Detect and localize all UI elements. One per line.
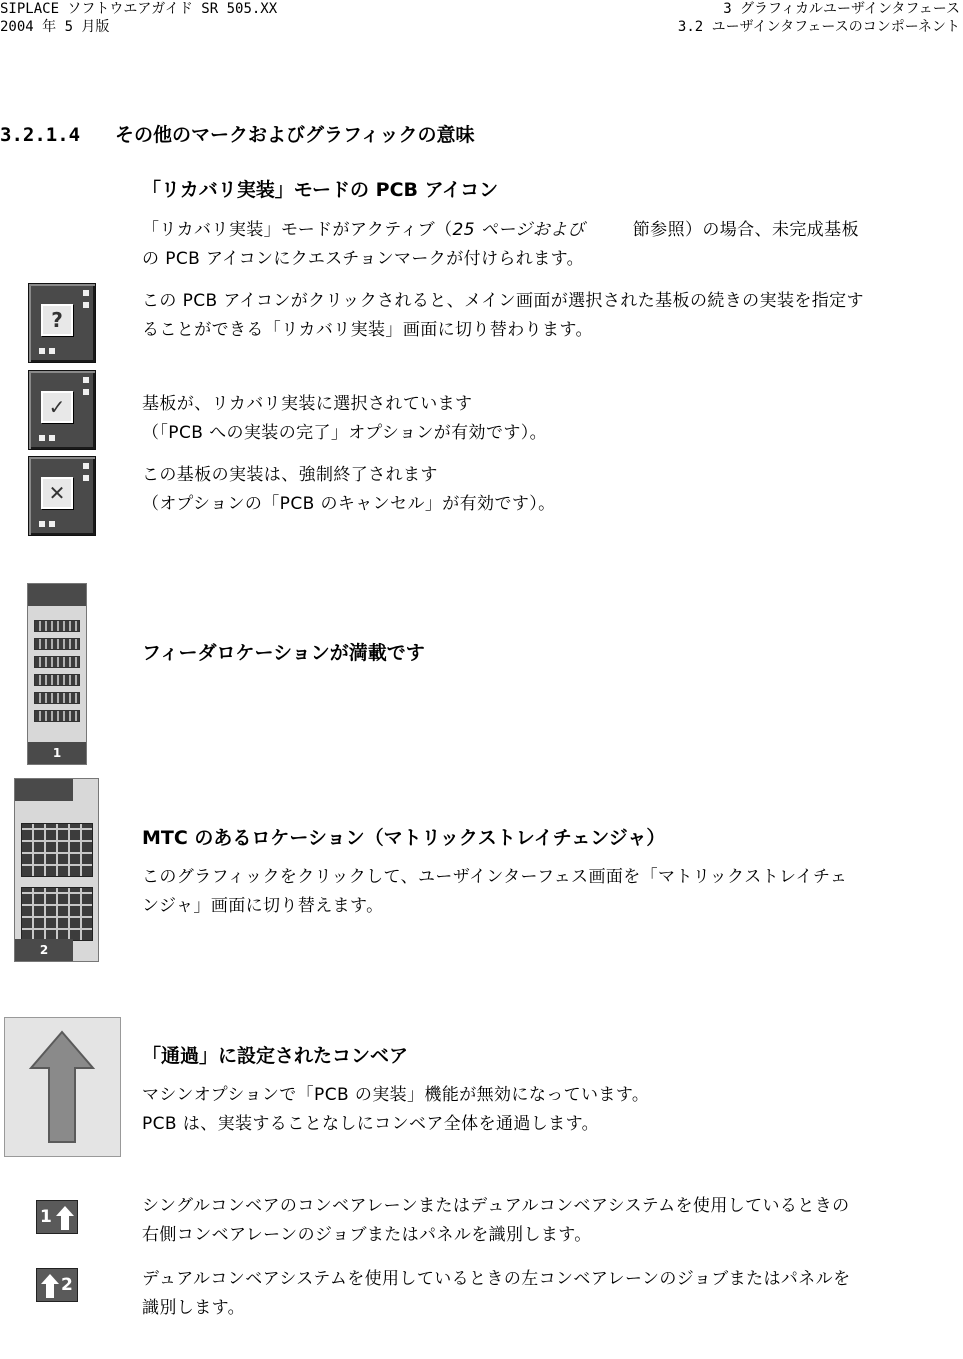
- feeder-full-heading: フィーダロケーションが満載です: [142, 642, 425, 664]
- cancel-icon-description: この基板の実装は、強制終了されます （オプションの「PCB のキャンセル」が有効です）。: [142, 465, 556, 514]
- section-heading: [0, 120, 474, 147]
- single-conveyor-description: シングルコンベアのコンベアレーンまたはデュアルコンベアシステムを使用しているときの 右側コンベアレーンのジョブまたはパネルを識別します。: [142, 1196, 850, 1245]
- conveyor-pass-arrow-icon[interactable]: [4, 1017, 121, 1157]
- mtc-location-number: 2: [15, 939, 73, 961]
- mtc-description: このグラフィックをクリックして、ユーザインターフェス画面を「マトリックストレイチェ ンジャ」画面に切り替えます。: [142, 867, 848, 916]
- edition-date: 2004 年 5 月版: [0, 19, 110, 35]
- feeder-location-full-icon[interactable]: [27, 583, 87, 765]
- pcb-check-icon[interactable]: [28, 370, 96, 450]
- chapter-title: 3 グラフィカルユーザインタフェース: [723, 1, 960, 17]
- dual-conveyor-left-lane-icon[interactable]: 2: [36, 1268, 78, 1302]
- conveyor-pass-heading: 「通過」に設定されたコンベア: [142, 1045, 409, 1067]
- question-icon-description: この PCB アイコンがクリックされると、メイン画面が選択された基板の続きの実装を指定す ることができる「リカバリ実装」画面に切り替わります。: [142, 291, 864, 340]
- section-title: その他のマークおよびグラフィックの意味: [115, 124, 475, 146]
- page-header-right: [678, 0, 960, 36]
- page-reference: 25 ページおよび: [452, 220, 585, 240]
- mtc-heading: MTC のあるロケーション（マトリックストレイチェンジャ）: [142, 827, 666, 849]
- recovery-heading: 「リカバリ実装」モードの PCB アイコン: [142, 179, 499, 201]
- up-arrow-icon: [55, 1205, 75, 1231]
- conveyor-pass-description: マシンオプションで「PCB の実装」機能が無効になっています。 PCB は、実装することなしにコンベア全体を通過します。: [142, 1085, 650, 1134]
- pcb-question-icon[interactable]: [28, 283, 96, 363]
- pcb-cancel-icon[interactable]: [28, 456, 96, 536]
- section-number: 3.2.1.4: [0, 124, 81, 146]
- single-conveyor-lane-icon[interactable]: 1: [36, 1200, 78, 1234]
- page-header-left: [0, 0, 277, 36]
- check-icon-description: 基板が、リカバリ実装に選択されています （「PCB への実装の完了」オプションが有効です）。: [142, 394, 548, 443]
- up-arrow-icon: [40, 1273, 60, 1299]
- question-mark-icon: ?: [41, 304, 73, 336]
- checkmark-icon: ✓: [41, 391, 73, 423]
- x-mark-icon: ✕: [41, 477, 73, 509]
- tray-grid-lower: [21, 887, 93, 941]
- dual-conveyor-description: デュアルコンベアシステムを使用しているときの左コンベアレーンのジョブまたはパネルを 識別します。: [142, 1269, 851, 1318]
- recovery-intro: 「リカバリ実装」モードがアクティブ（25 ページおよび 節参照）の場合、未完成基板 の PCB アイコンにクエスチョンマークが付けられます。: [142, 220, 859, 269]
- feeder-location-number: 1: [28, 742, 86, 764]
- manual-title: SIPLACE ソフトウエアガイド SR 505.XX: [0, 1, 278, 17]
- tray-grid-upper: [21, 823, 93, 877]
- section-title-header: 3.2 ユーザインタフェースのコンポーネント: [677, 19, 960, 35]
- mtc-location-icon[interactable]: [14, 778, 99, 962]
